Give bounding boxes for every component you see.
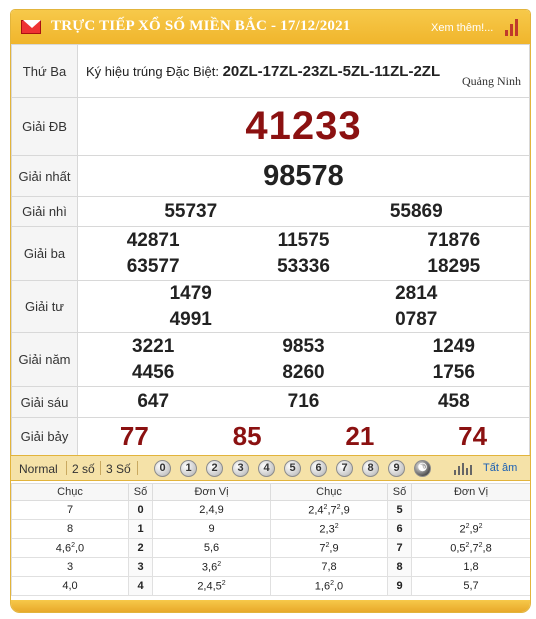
show-all-link[interactable]: Tất âm <box>483 462 518 474</box>
see-more-link[interactable]: Xem thêm!... <box>431 22 494 34</box>
digit-8-button[interactable]: 8 <box>362 460 379 477</box>
mode-3-digit-button[interactable]: 3 Số <box>106 462 131 476</box>
loto-header-digit: Số <box>129 484 153 501</box>
prize-g2-value: 55869 <box>389 200 443 222</box>
prize-g4-value: 4991 <box>169 308 212 330</box>
divider <box>100 461 101 475</box>
loto-tens-cell: $4,6^2,0$ <box>12 539 129 558</box>
digit-2-button[interactable]: 2 <box>206 460 223 477</box>
digit-3-button[interactable]: 3 <box>232 460 249 477</box>
digit-5-button[interactable]: 5 <box>284 460 301 477</box>
digit-1-button[interactable]: 1 <box>180 460 197 477</box>
prize-g5-value: 9853 <box>282 335 325 357</box>
prize-g5-value: 4456 <box>132 361 175 383</box>
loto-digit-cell: 7 <box>388 539 412 558</box>
prize-db-value: 41233 <box>245 104 362 148</box>
prize-g7-value: 21 <box>345 421 375 451</box>
prize-g3-value: 42871 <box>126 229 180 251</box>
special-code-label: Ký hiệu trúng Đặc Biệt: <box>86 63 219 79</box>
loto-units-cell: $2^2,9^2$ <box>412 520 531 539</box>
loto-row <box>12 558 531 577</box>
digit-0-button[interactable]: 0 <box>154 460 171 477</box>
loto-tens-cell: 7,8 <box>271 558 388 577</box>
prize-label-g4: Giải tư <box>12 281 78 333</box>
prize-g6-value: 458 <box>437 391 470 412</box>
prize-label-g5: Giải năm <box>12 333 78 387</box>
header-bar <box>11 10 530 44</box>
loto-digit-cell: 0 <box>129 501 153 520</box>
loto-digit-cell: 3 <box>129 558 153 577</box>
loto-tens-cell: 8 <box>12 520 129 539</box>
prize-label-g3: Giải ba <box>12 227 78 281</box>
loto-units-cell: 5,6 <box>153 539 271 558</box>
prize-label-g6: Giải sáu <box>12 387 78 418</box>
history-icon[interactable] <box>454 463 472 475</box>
prize-g2-value: 55737 <box>164 200 218 222</box>
loto-digit-cell: 6 <box>388 520 412 539</box>
loto-digit-cell: 1 <box>129 520 153 539</box>
loto-units-cell: 9 <box>153 520 271 539</box>
yin-yang-icon[interactable]: ☯ <box>414 460 431 477</box>
prize-g5-value: 8260 <box>282 361 325 383</box>
loto-row <box>12 577 531 596</box>
loto-digit-cell: 9 <box>388 577 412 596</box>
loto-table <box>11 483 531 596</box>
loto-header-digit: Số <box>388 484 412 501</box>
loto-digit-cell: 4 <box>129 577 153 596</box>
prize-g3-value: 63577 <box>126 255 180 277</box>
loto-units-cell <box>412 501 531 520</box>
prize-g1-value: 98578 <box>263 159 344 192</box>
mode-normal-button[interactable]: Normal <box>19 462 58 476</box>
province-name: Quảng Ninh <box>462 74 521 88</box>
prize-g7-value: 85 <box>232 421 262 451</box>
prize-label-g1: Giải nhất <box>12 156 78 197</box>
digit-6-button[interactable]: 6 <box>310 460 327 477</box>
prize-g4-value: 0787 <box>395 308 438 330</box>
loto-tens-cell: $1,6^2,0$ <box>271 577 388 596</box>
loto-units-cell: 2,4,5$^2$ <box>153 577 271 596</box>
digit-9-button[interactable]: 9 <box>388 460 405 477</box>
loto-units-cell: 2,4,9 <box>153 501 271 520</box>
prize-label-g2: Giải nhì <box>12 197 78 227</box>
loto-units-cell: $0,5^2,7^2,8$ <box>412 539 531 558</box>
loto-digit-cell: 5 <box>388 501 412 520</box>
loto-digit-cell: 2 <box>129 539 153 558</box>
loto-row <box>12 520 531 539</box>
loto-header-units: Đơn Vị <box>153 484 271 501</box>
prize-g3-value: 53336 <box>277 255 330 277</box>
loto-tens-cell: 7 <box>12 501 129 520</box>
loto-tens-cell: 4,0 <box>12 577 129 596</box>
prize-g3-value: 71876 <box>427 229 481 251</box>
loto-units-cell: 5,7 <box>412 577 531 596</box>
prize-label-g7: Giải bảy <box>12 418 78 456</box>
loto-digit-cell: 8 <box>388 558 412 577</box>
results-panel <box>10 9 531 613</box>
special-codes: 20ZL-17ZL-23ZL-5ZL-11ZL-2ZL <box>222 62 441 80</box>
prize-g7-value: 74 <box>458 421 488 451</box>
prize-g5-value: 1249 <box>432 335 475 357</box>
digit-7-button[interactable]: 7 <box>336 460 353 477</box>
prize-g3-value: 11575 <box>277 229 330 251</box>
footer-bar <box>11 600 530 612</box>
mail-icon <box>21 20 41 34</box>
loto-tens-cell: $2,4^2,7^2,9$ <box>271 501 388 520</box>
prize-label-db: Giải ĐB <box>12 98 78 156</box>
prize-g7-value: 77 <box>119 421 149 451</box>
loto-units-cell: 1,8 <box>412 558 531 577</box>
loto-tens-cell: $2,3^2$ <box>271 520 388 539</box>
special-code-cell <box>78 45 530 98</box>
prize-g5-value: 3221 <box>132 335 175 357</box>
loto-row <box>12 539 531 558</box>
prize-g3-value: 18295 <box>427 255 481 277</box>
prize-g6-value: 647 <box>137 391 170 412</box>
filter-toolbar <box>11 455 530 481</box>
prize-g4-value: 2814 <box>395 282 438 304</box>
loto-units-cell: $3,6^2$ <box>153 558 271 577</box>
prize-g5-value: 1756 <box>432 361 475 383</box>
prize-g6-value: 716 <box>287 391 320 412</box>
loto-row <box>12 501 531 520</box>
divider <box>66 461 67 475</box>
results-table <box>11 44 530 456</box>
panel-title: TRỰC TIẾP XỔ SỐ MIỀN BẮC - 17/12/2021 <box>51 18 351 34</box>
digit-4-button[interactable]: 4 <box>258 460 275 477</box>
loto-header-tens: Chục <box>271 484 388 501</box>
loto-tens-cell: 3 <box>12 558 129 577</box>
loto-header-units: Đơn Vị <box>412 484 531 501</box>
divider <box>137 461 138 475</box>
mode-2-digit-button[interactable]: 2 số <box>72 462 95 476</box>
loto-tens-cell: $7^2,9$ <box>271 539 388 558</box>
prize-g4-value: 1479 <box>169 282 212 304</box>
bars-chart-icon[interactable] <box>504 18 520 36</box>
loto-header-tens: Chục <box>12 484 129 501</box>
weekday-cell: Thứ Ba <box>12 45 78 98</box>
